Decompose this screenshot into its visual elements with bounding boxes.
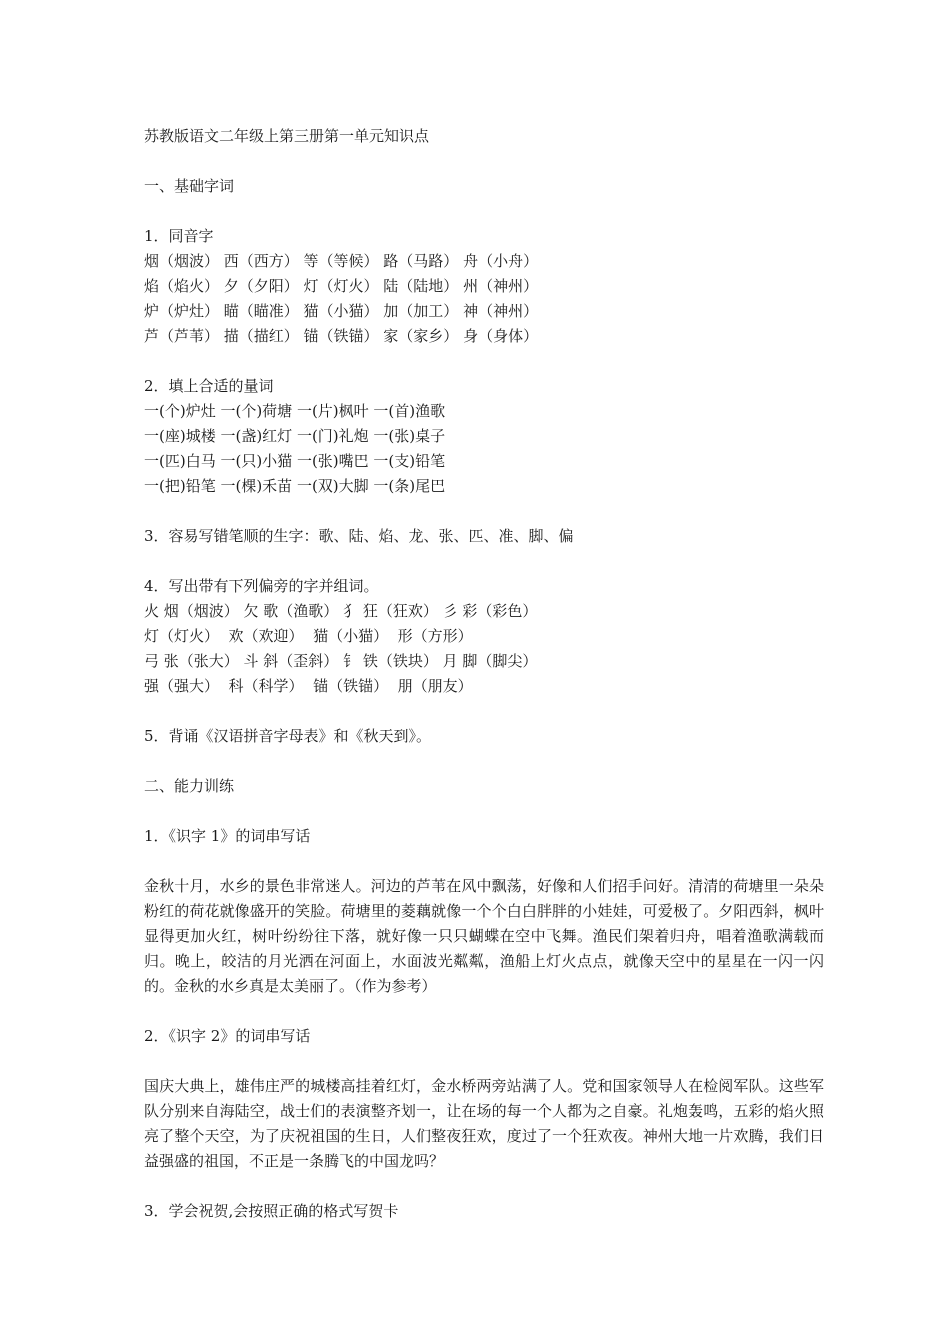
radicals-row: 弓 张（张大） 斗 斜（歪斜） 钅 铁（铁块） 月 脚（脚尖） bbox=[144, 652, 538, 670]
item3-heading: 3．学会祝贺,会按照正确的格式写贺卡 bbox=[144, 1202, 399, 1220]
homophones-row: 炉（炉灶） 瞄（瞄准） 猫（小猫） 加（加工） 神（神州） bbox=[144, 302, 539, 320]
radicals-row: 强（强大） 科（科学） 锚（铁锚） 朋（朋友） bbox=[144, 677, 473, 695]
measure-words-row: 一(个)炉灶 一(个)荷塘 一(片)枫叶 一(首)渔歌 bbox=[144, 402, 446, 420]
spacer bbox=[144, 199, 824, 224]
homophones-row: 焰（焰火） 夕（夕阳） 灯（灯火） 陆（陆地） 州（神州） bbox=[144, 277, 539, 295]
radicals-heading: 4．写出带有下列偏旁的字并组词。 bbox=[144, 577, 379, 595]
homophones-row: 芦（芦苇） 描（描红） 锚（铁锚） 家（家乡） 身（身体） bbox=[144, 327, 539, 345]
homophones-row: 烟（烟波） 西（西方） 等（等候） 路（马路） 舟（小舟） bbox=[144, 252, 539, 270]
spacer bbox=[144, 349, 824, 374]
item2-paragraph: 国庆大典上，雄伟庄严的城楼高挂着红灯，金水桥两旁站满了人。党和国家领导人在检阅军队。这些军队分别来自海陆空，战士们的表演整齐划一，让在场的每一个人都为之自豪。礼炮轰鸣，五彩的焰火照亮了整个天空，为了庆祝祖国的生日，人们整夜狂欢，度过了一个狂欢夜。神州大地一片欢腾，我们日益强盛的祖国，不正是一条腾飞的中国龙吗？ bbox=[144, 1077, 824, 1170]
document-page bbox=[144, 124, 824, 1224]
spacer bbox=[144, 749, 824, 774]
spacer bbox=[144, 1049, 824, 1074]
spacer bbox=[144, 999, 824, 1024]
spacer bbox=[144, 1174, 824, 1199]
spacer bbox=[144, 849, 824, 874]
document-title: 苏教版语文二年级上第三册第一单元知识点 bbox=[144, 127, 430, 145]
item2-heading: 2．《识字 2》的词串写话 bbox=[144, 1027, 311, 1045]
spacer bbox=[144, 799, 824, 824]
spacer bbox=[144, 699, 824, 724]
item1-heading: 1．《识字 1》的词串写话 bbox=[144, 827, 311, 845]
section-heading-ability-training: 二、能力训练 bbox=[144, 777, 235, 795]
measure-words-row: 一(座)城楼 一(盏)红灯 一(门)礼炮 一(张)桌子 bbox=[144, 427, 446, 445]
item1-paragraph: 金秋十月，水乡的景色非常迷人。河边的芦苇在风中飘荡，好像和人们招手问好。清清的荷塘里一朵朵粉红的荷花就像盛开的笑脸。荷塘里的菱藕就像一个个白白胖胖的小娃娃，可爱极了。夕阳西斜，枫叶显得更加火红，树叶纷纷往下落，就好像一只只蝴蝶在空中飞舞。渔民们架着归舟，唱着渔歌满载而归。晚上，皎洁的月光洒在河面上，水面波光粼粼，渔船上灯火点点，就像天空中的星星在一闪一闪的。金秋的水乡真是太美丽了。（作为参考） bbox=[144, 877, 824, 995]
spacer bbox=[144, 149, 824, 174]
measure-words-row: 一(匹)白马 一(只)小猫 一(张)嘴巴 一(支)铅笔 bbox=[144, 452, 446, 470]
stroke-order-item: 3．容易写错笔顺的生字：歌、陆、焰、龙、张、匹、准、脚、偏 bbox=[144, 527, 574, 545]
measure-words-heading: 2．填上合适的量词 bbox=[144, 377, 274, 395]
section-heading-basic-words: 一、基础字词 bbox=[144, 177, 235, 195]
spacer bbox=[144, 549, 824, 574]
homophones-heading: 1．同音字 bbox=[144, 227, 214, 245]
recite-item: 5．背诵《汉语拼音字母表》和《秋天到》。 bbox=[144, 727, 432, 745]
radicals-row: 灯（灯火） 欢（欢迎） 猫（小猫） 形（方形） bbox=[144, 627, 473, 645]
spacer bbox=[144, 499, 824, 524]
measure-words-row: 一(把)铅笔 一(棵)禾苗 一(双)大脚 一(条)尾巴 bbox=[144, 477, 446, 495]
radicals-row: 火 烟（烟波） 欠 歌（渔歌） 犭 狂（狂欢） 彡 彩（彩色） bbox=[144, 602, 538, 620]
